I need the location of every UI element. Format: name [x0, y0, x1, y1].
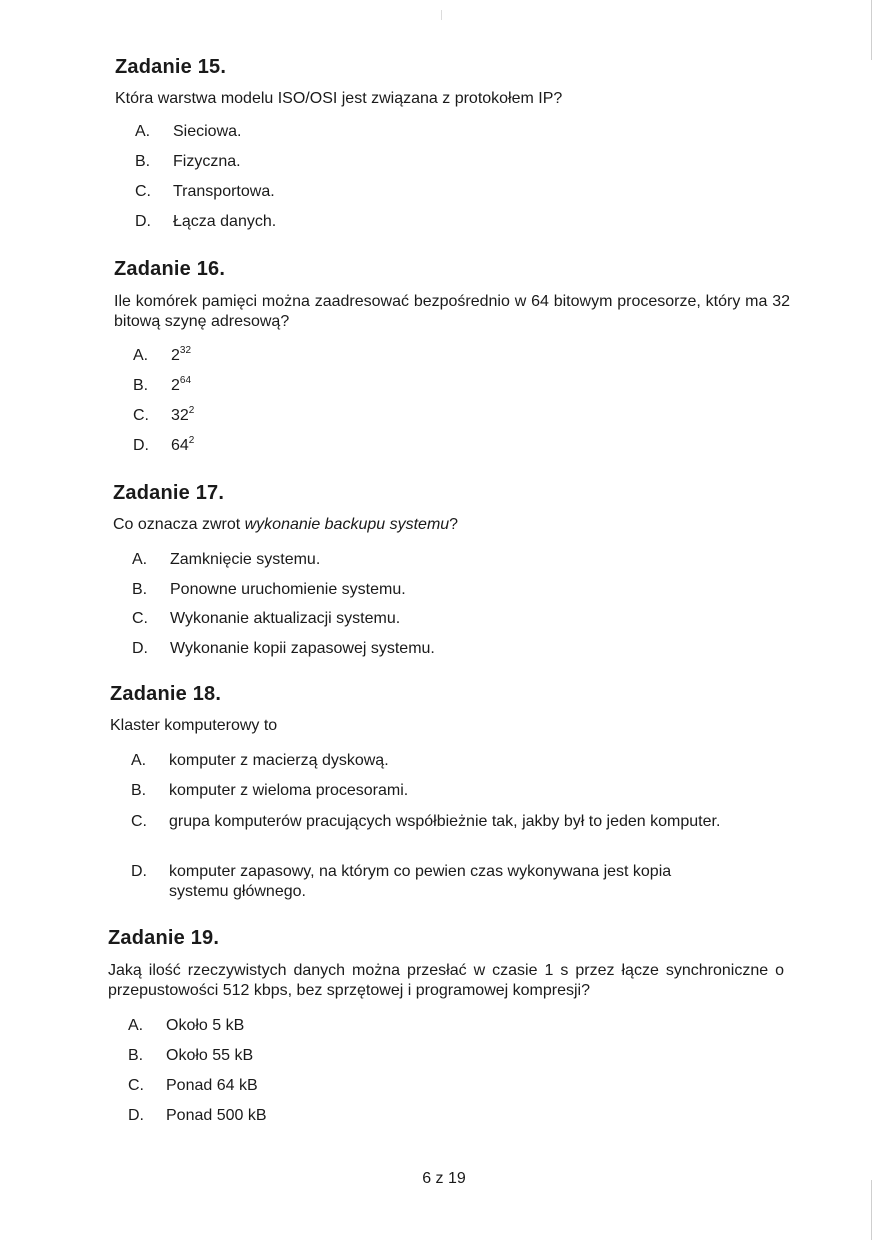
- task-16-title: Zadanie 16.: [114, 258, 226, 280]
- option-text: Około 5 kB: [166, 1017, 245, 1034]
- power-exponent: 64: [179, 375, 192, 386]
- option-letter: B.: [131, 782, 147, 799]
- option-text: Transportowa.: [173, 183, 275, 200]
- option-letter: A.: [128, 1017, 144, 1034]
- option-text: Wykonanie aktualizacji systemu.: [170, 610, 401, 627]
- question-suffix: ?: [449, 516, 459, 533]
- option-letter: B.: [133, 377, 149, 394]
- option-text: komputer z macierzą dyskową.: [169, 752, 389, 769]
- power-exponent: 32: [179, 345, 192, 356]
- option-text: Wykonanie kopii zapasowej systemu.: [170, 640, 435, 657]
- option-text: Zamknięcie systemu.: [170, 551, 321, 568]
- option-math: [171, 406, 194, 426]
- question-prefix: Co oznacza zwrot: [113, 516, 245, 533]
- option-text: grupa komputerów pracujących współbieżnie tak, jakby był to jeden komputer.: [169, 813, 721, 830]
- option-text: komputer zapasowy, na którym co pewien czas wykonywana jest kopia systemu głównego.: [169, 863, 672, 900]
- task-17-question: [113, 515, 458, 535]
- option-math: [171, 346, 191, 366]
- option-text: Ponad 64 kB: [166, 1077, 258, 1094]
- option-letter: D.: [132, 640, 148, 657]
- option-letter: C.: [132, 610, 148, 627]
- task-18-question: Klaster komputerowy to: [110, 717, 278, 734]
- scan-edge: [871, 1180, 872, 1240]
- power-base: 2: [171, 377, 180, 394]
- task-17-title: Zadanie 17.: [113, 482, 225, 504]
- option-letter: A.: [133, 347, 149, 364]
- question-emphasis: wykonanie backupu systemu: [244, 516, 450, 533]
- power-base: 32: [171, 407, 189, 424]
- option-letter: C.: [133, 407, 149, 424]
- power-exponent: 2: [188, 435, 195, 446]
- power-base: 2: [171, 347, 180, 364]
- task-15-title: Zadanie 15.: [115, 56, 227, 78]
- option-letter: C.: [128, 1077, 144, 1094]
- scan-artifact: [441, 10, 442, 20]
- option-letter: C.: [131, 813, 147, 830]
- option-letter: B.: [135, 153, 151, 170]
- option-text: Ponad 500 kB: [166, 1107, 267, 1124]
- option-text: Sieciowa.: [173, 123, 242, 140]
- task-18-title: Zadanie 18.: [110, 683, 222, 705]
- task-16-question: Ile komórek pamięci można zaadresować bezpośrednio w 64 bitowym procesorze, który ma 32 bitową szynę adresową?: [114, 293, 790, 330]
- power-base: 64: [171, 437, 189, 454]
- option-letter: B.: [128, 1047, 144, 1064]
- power-exponent: 2: [188, 405, 195, 416]
- option-text: Ponowne uruchomienie systemu.: [170, 581, 406, 598]
- page-footer: [0, 1170, 876, 1188]
- option-text: Około 55 kB: [166, 1047, 254, 1064]
- option-math: [171, 436, 194, 456]
- option-letter: A.: [131, 752, 147, 769]
- option-math: [171, 376, 191, 396]
- option-text: Fizyczna.: [173, 153, 241, 170]
- task-15-question: Która warstwa modelu ISO/OSI jest związana z protokołem IP?: [115, 90, 563, 107]
- page-number: 6 z 19: [422, 1170, 466, 1187]
- option-letter: A.: [132, 551, 148, 568]
- scan-edge: [871, 0, 872, 60]
- option-letter: B.: [132, 581, 148, 598]
- option-letter: A.: [135, 123, 151, 140]
- task-19-title: Zadanie 19.: [108, 927, 220, 949]
- option-letter: D.: [133, 437, 149, 454]
- option-text: Łącza danych.: [173, 213, 277, 230]
- option-letter: C.: [135, 183, 151, 200]
- option-letter: D.: [128, 1107, 144, 1124]
- option-text: komputer z wieloma procesorami.: [169, 782, 409, 799]
- task-19-question: Jaką ilość rzeczywistych danych można przesłać w czasie 1 s przez łącze synchroniczne o przepustowości 512 kbps, bez sprzętowej i programowej kompresji?: [108, 962, 784, 999]
- option-letter: D.: [135, 213, 151, 230]
- option-letter: D.: [131, 863, 147, 880]
